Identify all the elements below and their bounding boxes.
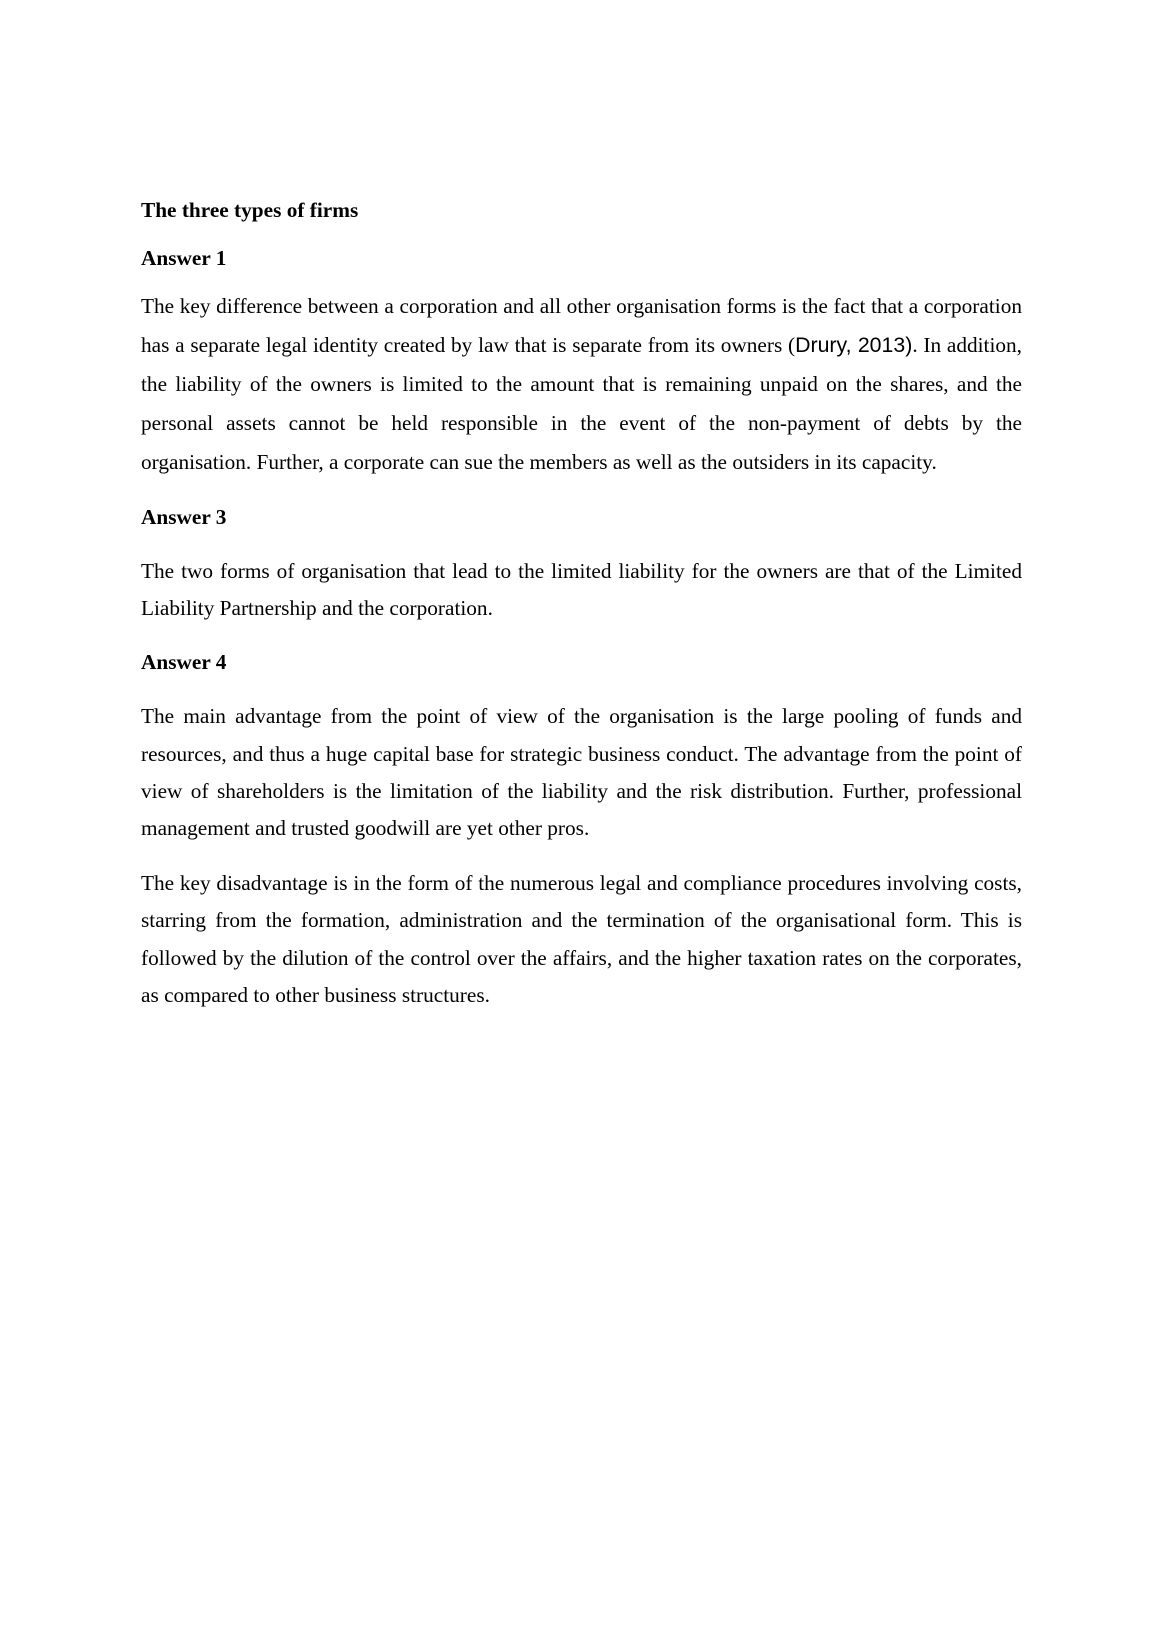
citation-drury-2013: Drury, 2013) xyxy=(795,333,913,357)
answer-3-paragraph: The two forms of organisation that lead to the limited liability for the owners are that of the Limited Liability Partnership and the corporation. xyxy=(141,559,1022,621)
answer-1-text-part-2: . In addition, the liability of the owners is limited to the amount that is remaining unpaid on the shares, and the personal assets cannot be held responsible in the event of the non-payment of debts by the organisation. Further, a corporate can sue the members as well as the outsiders in its capacity. xyxy=(141,333,1023,474)
answer-1-paragraph xyxy=(141,287,1022,482)
answer-3-heading: Answer 3 xyxy=(141,505,227,529)
answer-1-heading: Answer 1 xyxy=(141,246,227,270)
answer-4-disadvantages-paragraph: The key disadvantage is in the form of the numerous legal and compliance procedures involving costs, starring from the formation, administration and the termination of the organisational form. This is followed by the dilution of the control over the affairs, and the higher taxation rates on the corporates, as compared to other business structures. xyxy=(141,871,1022,1007)
document-body xyxy=(141,195,1022,1014)
answer-4-heading: Answer 4 xyxy=(141,650,227,675)
answer-4-advantages-paragraph: The main advantage from the point of view of the organisation is the large pooling of funds and resources, and thus a huge capital base for strategic business conduct. The advantage from the point of view of shareholders is the limitation of the liability and the risk distribution. Further, professional management and trusted goodwill are yet other pros. xyxy=(141,704,1022,841)
document-title: The three types of firms xyxy=(141,198,359,222)
answer-1-text-part-1: The key difference between a corporation and all other organisation forms is the fact that a corporation has a separate legal identity created by law that is separate from its owners ( xyxy=(141,294,1022,357)
